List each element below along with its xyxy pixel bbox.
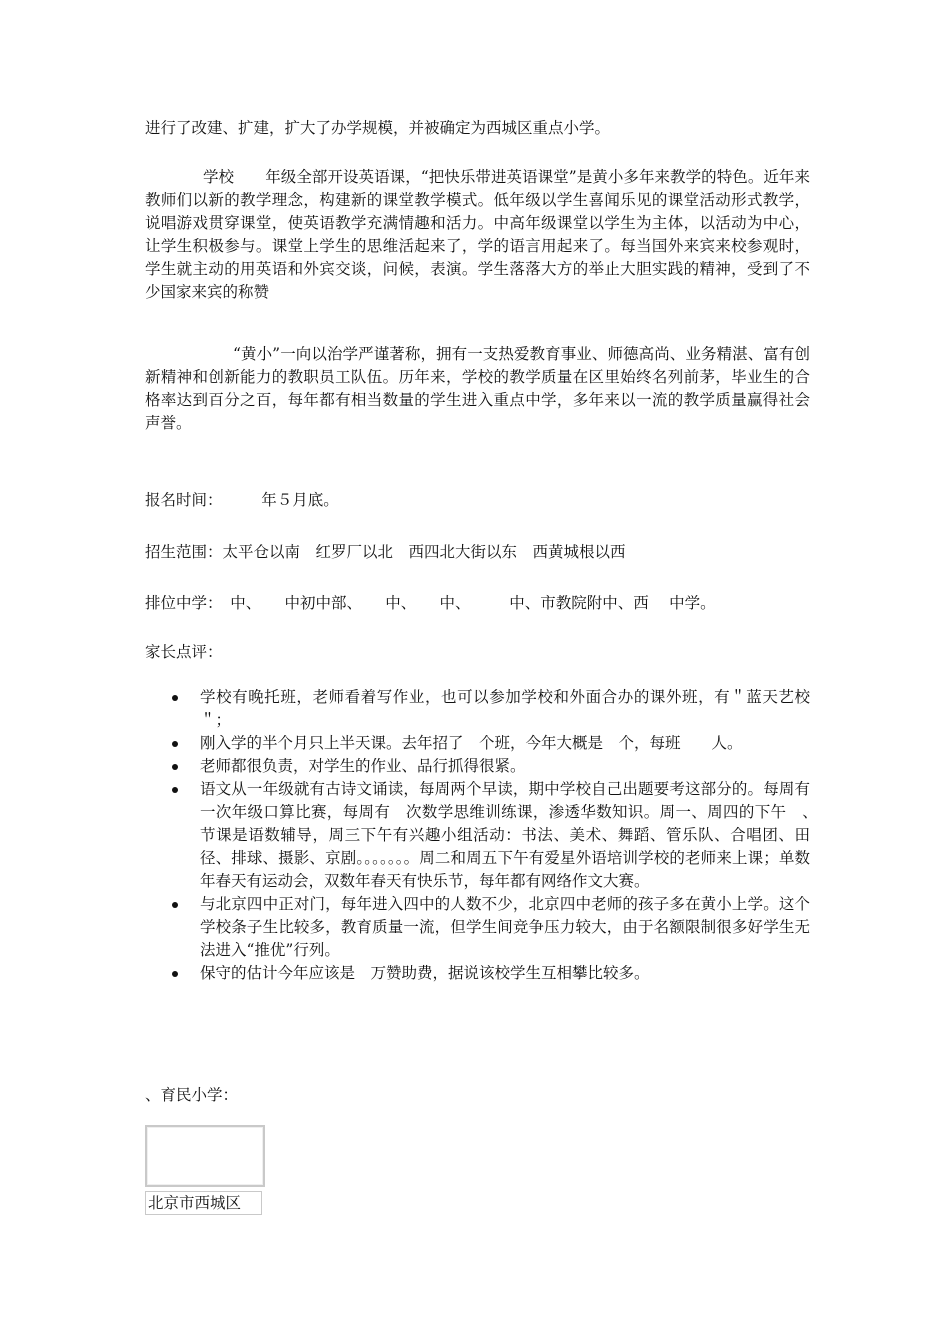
review-text: 学校有晚托班，老师看着写作业，也可以参加学校和外面合办的课外班，有＂蓝天艺校＂； [200, 688, 810, 729]
bullet-icon [172, 971, 178, 977]
bullet-icon [172, 764, 178, 770]
image-caption: 北京市西城区 [145, 1191, 262, 1215]
parent-review-list [145, 686, 826, 985]
list-item [145, 778, 826, 893]
bullet-icon [172, 902, 178, 908]
english-text: 学校 年级全部开设英语课，“把快乐带进英语课堂”是黄小多年来教学的特色。近年来教师们以新的教学理念，构建新的课堂教学模式。低年级以学生喜闻乐见的课堂活动形式教学，说唱游戏贯穿课堂，使英语教学充满情趣和活力。中高年级课堂以学生为主体，以活动为中心，让学生积极参与。课堂上学生的思维活起来了，学的语言用起来了。每当国外来宾来校参观时，学生就主动的用英语和外宾交谈，问候，表演。学生落落大方的举止大胆实践的精神，受到了不少国家来宾的称赞 [145, 168, 810, 301]
quality-paragraph [145, 343, 810, 435]
image-placeholder [145, 1125, 265, 1187]
parent-review-title: 家长点评： [145, 643, 223, 661]
intro-paragraph [145, 117, 810, 140]
quality-text: “黄小”一向以治学严谨著称，拥有一支热爱教育事业、师德高尚、业务精湛、富有创新精神和创新能力的教职员工队伍。历年来，学校的教学质量在区里始终名列前茅，毕业生的合格率达到百分之百，每年都有相当数量的学生进入重点中学，多年来以一流的教学质量赢得社会声誉。 [145, 345, 810, 432]
review-text: 语文从一年级就有古诗文诵读，每周两个早读，期中学校自己出题要考这部分的。每周有一次年级口算比赛，每周有 次数学思维训练课，渗透华数知识。周一、周四的下午 、 节课是语数辅导，周三下午有兴趣小组活动：书法、美术、舞蹈、管乐队、合唱团、田径、排球、摄影、京剧。。。。。。。周二和周五下午有爱星外语培训学校的老师来上课；单数年春天有运动会，双数年春天有快乐节，每年都有网络作文大赛。 [200, 780, 826, 890]
list-item [145, 893, 810, 962]
bullet-icon [172, 741, 178, 747]
bullet-icon [172, 787, 178, 793]
assigned-middle-schools: 排位中学： 中、 中初中部、 中、 中、 中、市教院附中、西 中学。 [145, 594, 716, 612]
signup-time: 报名时间： 年５月底。 [145, 491, 339, 509]
enrollment-range: 招生范围：太平仓以南 红罗厂以北 西四北大街以东 西黄城根以西 [145, 543, 626, 561]
bullet-icon [172, 695, 178, 701]
review-text: 刚入学的半个月只上半天课。去年招了 个班，今年大概是 个，每班 人。 [200, 734, 743, 752]
english-paragraph [145, 166, 810, 304]
list-item [145, 732, 810, 755]
review-text: 与北京四中正对门，每年进入四中的人数不少，北京四中老师的孩子多在黄小上学。这个学校条子生比较多，教育质量一流，但学生间竞争压力较大，由于名额限制很多好学生无法进入“推优”行列。 [200, 895, 810, 959]
intro-text: 进行了改建、扩建，扩大了办学规模，并被确定为西城区重点小学。 [145, 119, 611, 137]
list-item [145, 755, 810, 778]
section-heading: 、育民小学： [145, 1086, 239, 1104]
review-text: 保守的估计今年应该是 万赞助费，据说该校学生互相攀比较多。 [200, 964, 650, 982]
list-item [145, 686, 810, 732]
list-item [145, 962, 810, 985]
review-text: 老师都很负责，对学生的作业、品行抓得很紧。 [200, 757, 526, 775]
